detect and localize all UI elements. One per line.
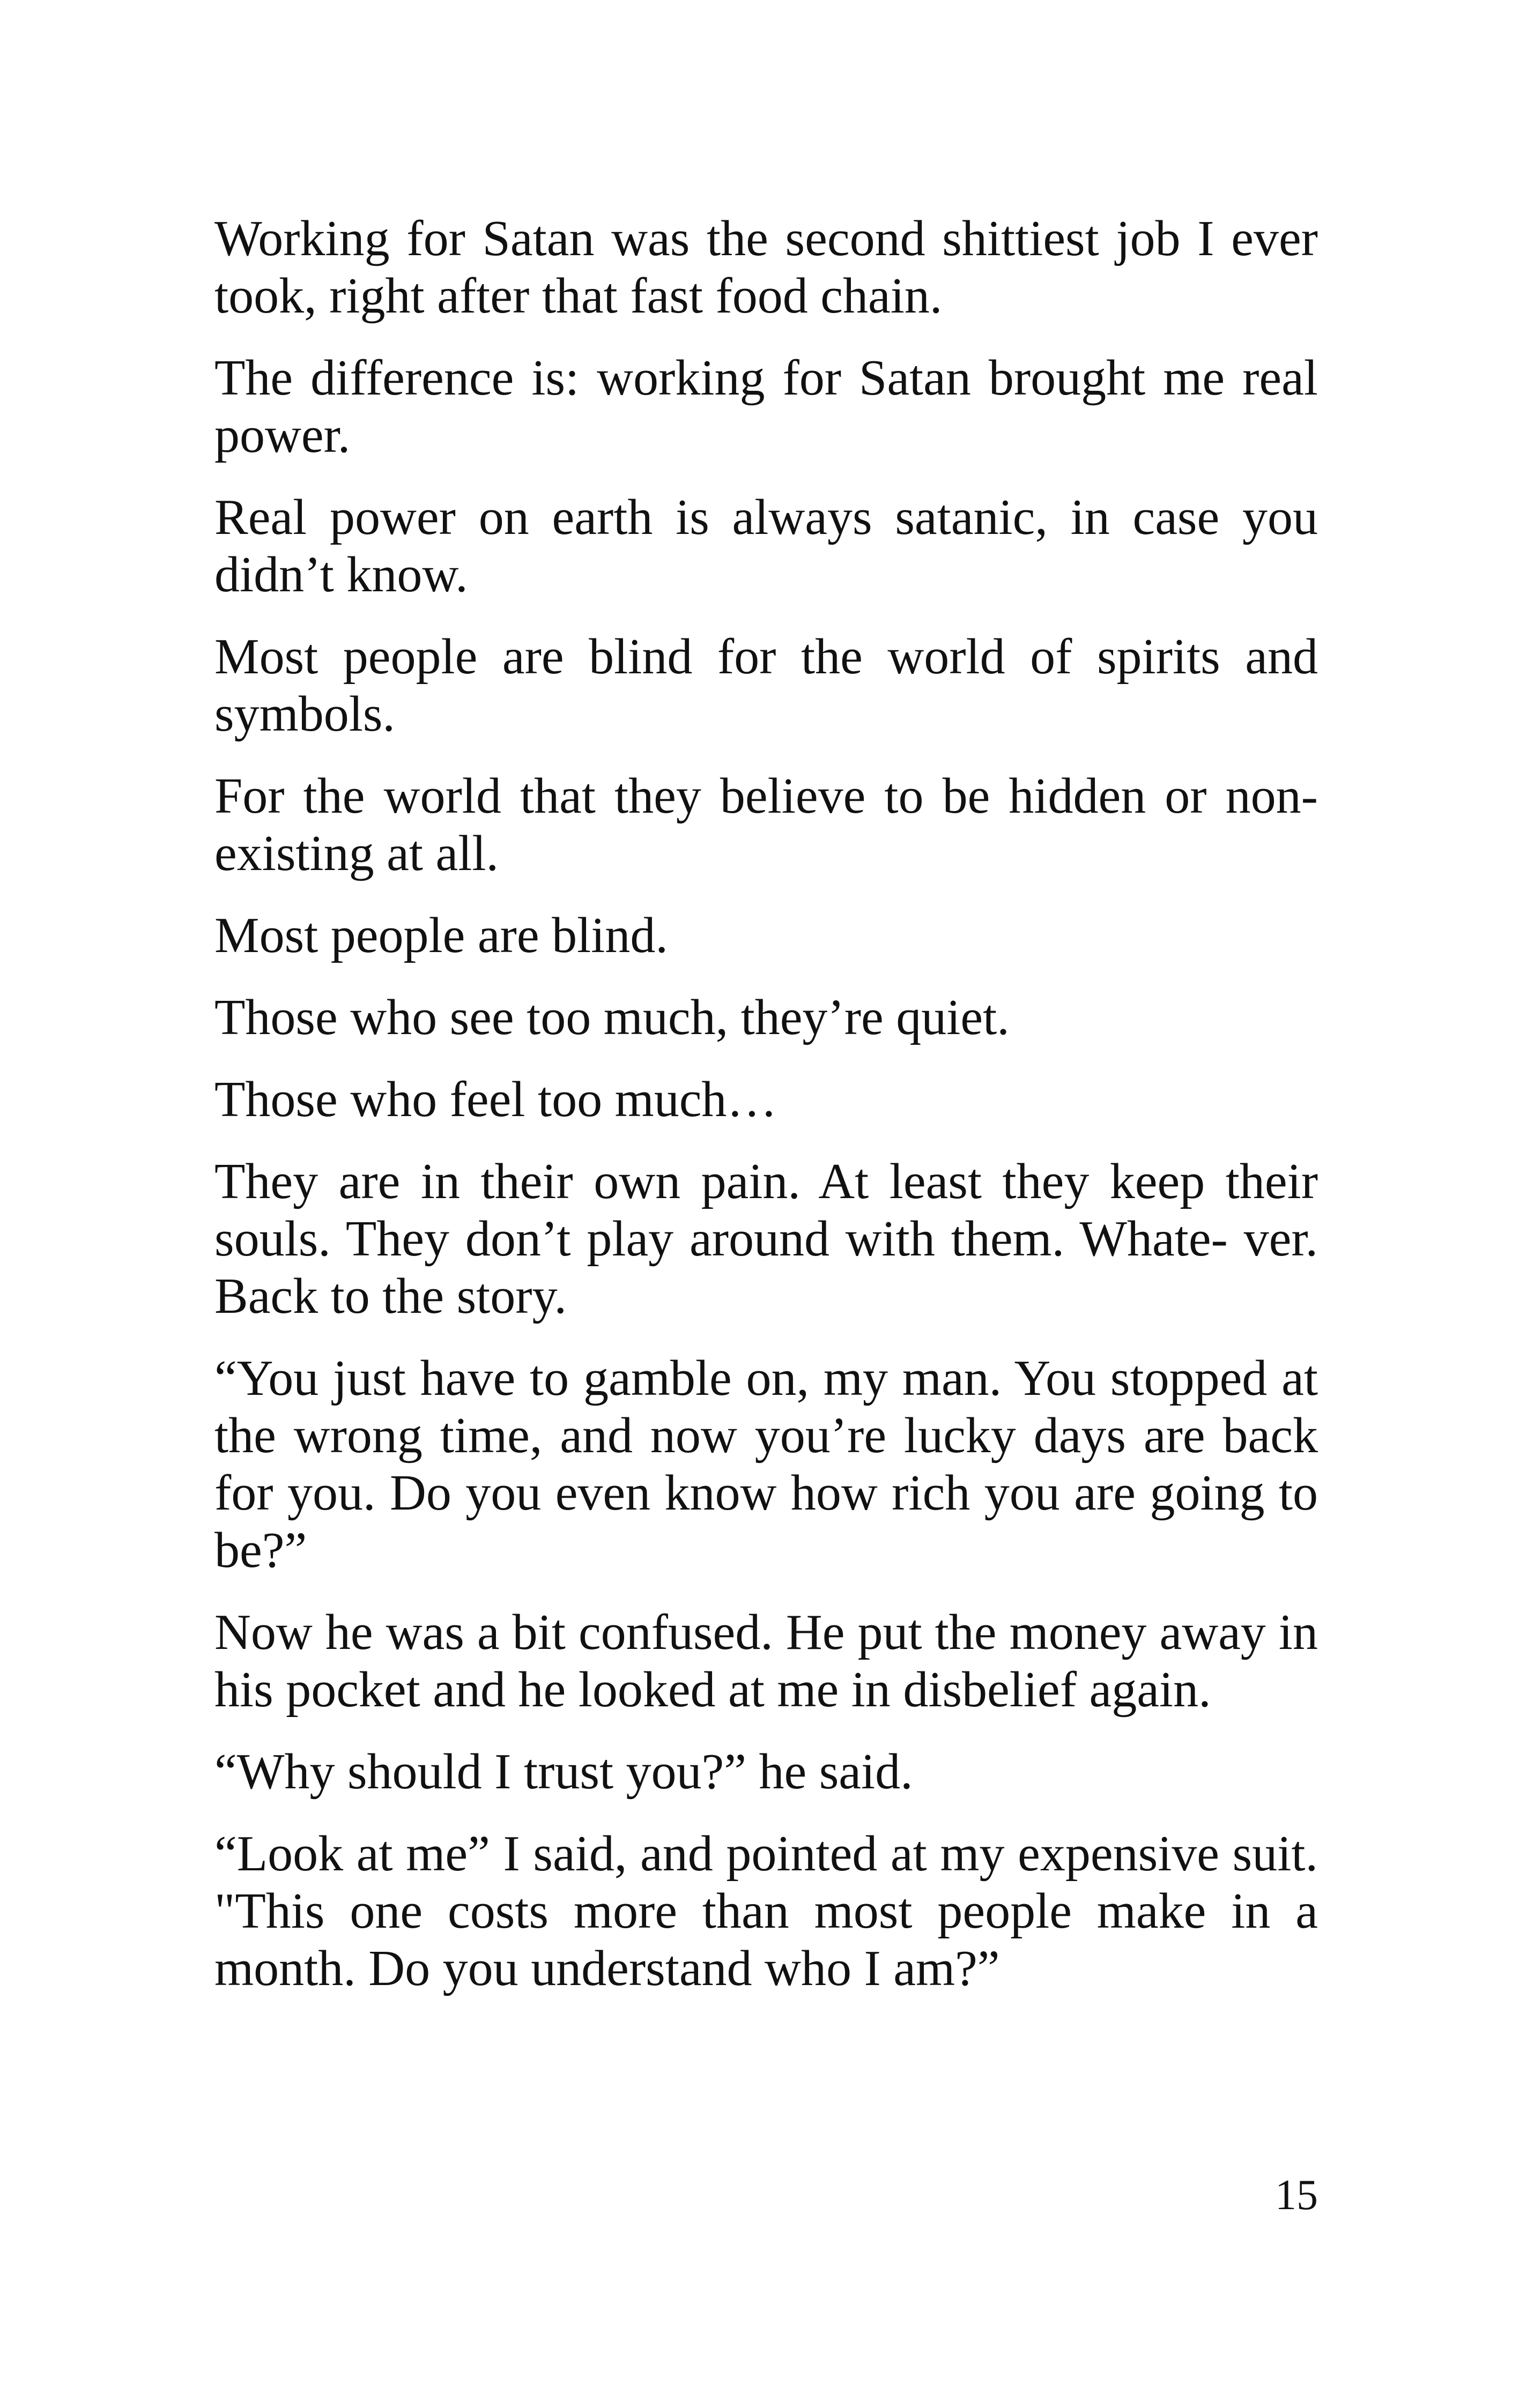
paragraph: “You just have to gamble on, my man. You stopped at the wrong time, and now you’re lucky days are back for you. Do you even know how rich you are going to be?”: [214, 1350, 1318, 1578]
paragraph: Most people are blind.: [214, 908, 668, 963]
paragraph: Most people are blind for the world of spirits and symbols.: [214, 629, 1318, 742]
paragraph: Real power on earth is always satanic, in case you didn’t know.: [214, 489, 1318, 603]
paragraph: They are in their own pain. At least they keep their souls. They don’t play around with them. Whate- ver. Back to the story.: [214, 1154, 1318, 1324]
paragraph: For the world that they believe to be hidden or non-existing at all.: [214, 768, 1318, 881]
body-text: [214, 210, 1318, 2022]
paragraph: The difference is: working for Satan brought me real power.: [214, 350, 1318, 463]
paragraph: Those who see too much, they’re quiet.: [214, 990, 1010, 1045]
paragraph: “Look at me” I said, and pointed at my expensive suit. "This one costs more than most people make in a month. Do you understand who I am?”: [214, 1826, 1318, 1996]
paragraph: Those who feel too much…: [214, 1072, 777, 1127]
paragraph: “Why should I trust you?” he said.: [214, 1744, 913, 1800]
paragraph: Working for Satan was the second shittiest job I ever took, right after that fast food chain.: [214, 211, 1318, 324]
page-number: 15: [1275, 2172, 1318, 2219]
paragraph: Now he was a bit confused. He put the money away in his pocket and he looked at me in disbelief again.: [214, 1604, 1318, 1718]
